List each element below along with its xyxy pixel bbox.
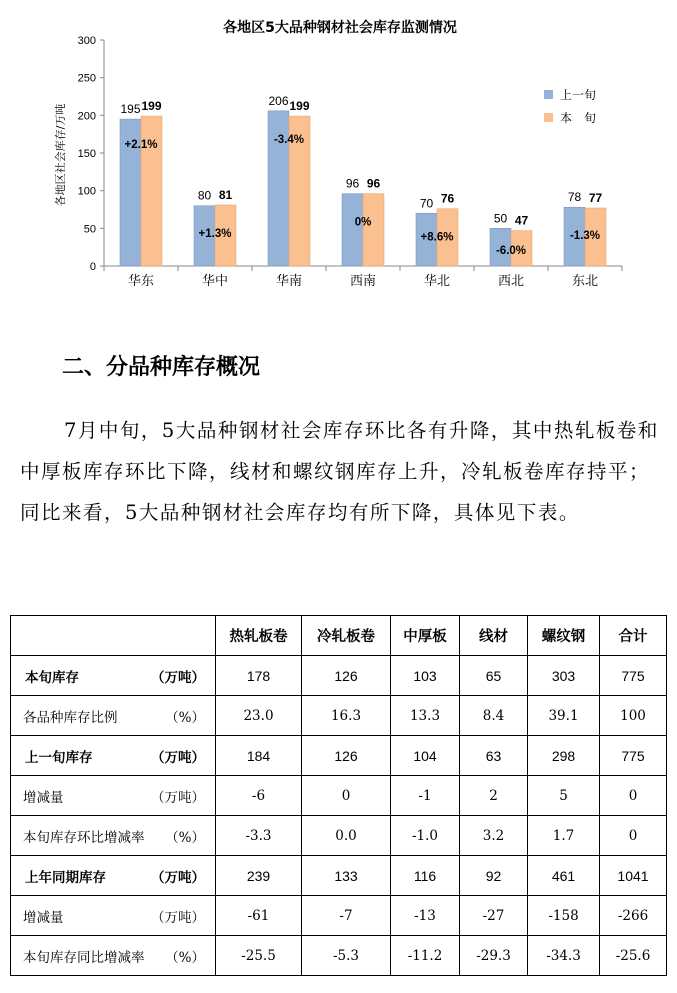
change-label: +8.6%	[420, 231, 454, 244]
change-label: +2.1%	[124, 139, 158, 152]
table-cell: 461	[528, 856, 600, 896]
row-unit: （%）	[165, 949, 205, 966]
table-cell: 2	[460, 776, 528, 816]
table-cell: 126	[302, 656, 391, 696]
table-row	[11, 736, 667, 776]
section-heading: 二、分品种库存概况	[62, 355, 261, 380]
bar-value-label: 96	[345, 176, 360, 191]
legend-swatch	[544, 113, 553, 122]
bar-current	[363, 194, 384, 266]
row-unit: （万吨）	[151, 869, 205, 886]
y-tick-label: 50	[83, 223, 96, 236]
y-tick-label: 100	[77, 185, 96, 198]
table-cell: 0	[600, 816, 667, 856]
table-cell: 100	[600, 696, 667, 736]
row-label: 增减量	[23, 909, 64, 926]
row-label-cell	[11, 656, 216, 696]
table-cell: -158	[528, 896, 600, 936]
table-cell: 0	[600, 776, 667, 816]
table-cell: -1	[391, 776, 460, 816]
table-row	[11, 856, 667, 896]
table-row	[11, 776, 667, 816]
x-tick-label: 华东	[127, 274, 155, 289]
table-cell: 13.3	[391, 696, 460, 736]
table-cell: 126	[302, 736, 391, 776]
table-cell: -1.0	[391, 816, 460, 856]
table-row	[11, 696, 667, 736]
x-tick-label: 华南	[275, 274, 303, 289]
row-unit: （万吨）	[151, 909, 205, 926]
table-cell: 239	[216, 856, 302, 896]
table-cell: 298	[528, 736, 600, 776]
change-label: -3.4%	[273, 133, 305, 146]
legend-swatch	[544, 90, 553, 99]
table-cell: 16.3	[302, 696, 391, 736]
inventory-bar-chart	[0, 0, 677, 330]
table-cell: -13	[391, 896, 460, 936]
table-cell: 23.0	[216, 696, 302, 736]
x-tick-label: 华中	[201, 274, 229, 289]
change-label: -6.0%	[495, 245, 527, 257]
table-header: 冷轧板卷	[302, 616, 391, 656]
table-cell: 8.4	[460, 696, 528, 736]
row-label-cell	[11, 696, 216, 736]
table-header: 热轧板卷	[216, 616, 302, 656]
legend-label: 本 旬	[560, 111, 597, 125]
bar-value-label: 76	[440, 191, 455, 206]
row-label-cell	[11, 736, 216, 776]
table-header: 线材	[460, 616, 528, 656]
table-cell: 5	[528, 776, 600, 816]
table-cell: 184	[216, 736, 302, 776]
table-header: 中厚板	[391, 616, 460, 656]
y-axis-label: 各地区社会库存/万吨	[54, 103, 67, 207]
table-row	[11, 896, 667, 936]
row-label: 本旬库存环比增减率	[23, 829, 145, 846]
row-label: 本旬库存同比增减率	[23, 949, 145, 966]
table-header-row	[11, 616, 667, 656]
table-cell: 0	[302, 776, 391, 816]
row-unit: （%）	[165, 709, 205, 726]
table-cell: -5.3	[302, 936, 391, 976]
bar-value-label: 77	[588, 190, 603, 205]
table-cell: 3.2	[460, 816, 528, 856]
bar-value-label: 206	[268, 93, 289, 108]
table-header	[11, 616, 216, 656]
chart-legend	[544, 87, 596, 125]
change-label: 0%	[354, 216, 372, 229]
y-tick-label: 250	[77, 72, 96, 85]
chart-title: 各地区5大品种钢材社会库存监测情况	[223, 20, 457, 36]
row-label-cell	[11, 816, 216, 856]
bar-value-label: 78	[567, 190, 582, 205]
table-cell: 1.7	[528, 816, 600, 856]
table-cell: 116	[391, 856, 460, 896]
bar-value-label: 195	[120, 102, 141, 117]
row-label-cell	[11, 936, 216, 976]
bar-value-label: 47	[514, 213, 529, 228]
table-cell: -34.3	[528, 936, 600, 976]
table-cell: -3.3	[216, 816, 302, 856]
x-tick-label: 西北	[497, 274, 525, 289]
legend-label: 上一旬	[560, 88, 597, 102]
row-label: 各品种库存比例	[23, 709, 118, 726]
row-unit: （万吨）	[151, 669, 205, 686]
row-label: 本旬库存	[25, 669, 79, 686]
row-unit: （万吨）	[151, 749, 205, 766]
summary-paragraph: 7月中旬，5大品种钢材社会库存环比各有升降，其中热轧板卷和中厚板库存环比下降，线材和螺纹钢库存上升，冷轧板卷库存持平；同比来看，5大品种钢材社会库存均有所下降，具体见下表。	[20, 419, 659, 524]
table-cell: 39.1	[528, 696, 600, 736]
table-cell: -29.3	[460, 936, 528, 976]
table-cell: 63	[460, 736, 528, 776]
y-tick-label: 150	[77, 148, 96, 160]
table-cell: 178	[216, 656, 302, 696]
row-label: 增减量	[23, 789, 64, 806]
table-cell: 103	[391, 656, 460, 696]
bar-value-label: 199	[141, 99, 162, 114]
y-tick-label: 300	[77, 35, 96, 47]
x-tick-label: 西南	[349, 274, 377, 289]
table-cell: -61	[216, 896, 302, 936]
table-cell: -266	[600, 896, 667, 936]
table-cell: -6	[216, 776, 302, 816]
bar-value-label: 50	[493, 211, 508, 226]
row-label: 上一旬库存	[25, 749, 93, 766]
row-unit: （%）	[165, 829, 205, 846]
table-cell: 775	[600, 736, 667, 776]
bar-value-label: 70	[419, 196, 434, 211]
table-cell: -25.5	[216, 936, 302, 976]
bar-value-label: 96	[366, 176, 381, 191]
table-cell: 133	[302, 856, 391, 896]
table-cell: 92	[460, 856, 528, 896]
row-label-cell	[11, 896, 216, 936]
table-cell: 775	[600, 656, 667, 696]
bar-value-label: 80	[197, 188, 212, 203]
inventory-table	[10, 615, 667, 976]
x-tick-label: 华北	[423, 274, 451, 289]
y-tick-label: 200	[77, 110, 96, 123]
row-label-cell	[11, 776, 216, 816]
table-cell: 65	[460, 656, 528, 696]
bar-value-label: 81	[218, 187, 233, 202]
bar-previous	[342, 194, 363, 266]
table-cell: 104	[391, 736, 460, 776]
table-header: 螺纹钢	[528, 616, 600, 656]
table-cell: -27	[460, 896, 528, 936]
table-header: 合计	[600, 616, 667, 656]
table-cell: 1041	[600, 856, 667, 896]
change-label: +1.3%	[198, 227, 232, 240]
row-label-cell	[11, 856, 216, 896]
row-label: 上年同期库存	[25, 869, 106, 886]
table-cell: 0.0	[302, 816, 391, 856]
row-unit: （万吨）	[151, 789, 205, 806]
table-cell: -7	[302, 896, 391, 936]
table-row	[11, 816, 667, 856]
x-tick-label: 东北	[571, 274, 599, 289]
table-cell: -11.2	[391, 936, 460, 976]
table-cell: -25.6	[600, 936, 667, 976]
y-tick-label: 0	[89, 261, 96, 273]
table-row	[11, 936, 667, 976]
bar-value-label: 199	[289, 99, 310, 114]
table-row	[11, 656, 667, 696]
change-label: -1.3%	[569, 230, 601, 243]
table-cell: 303	[528, 656, 600, 696]
